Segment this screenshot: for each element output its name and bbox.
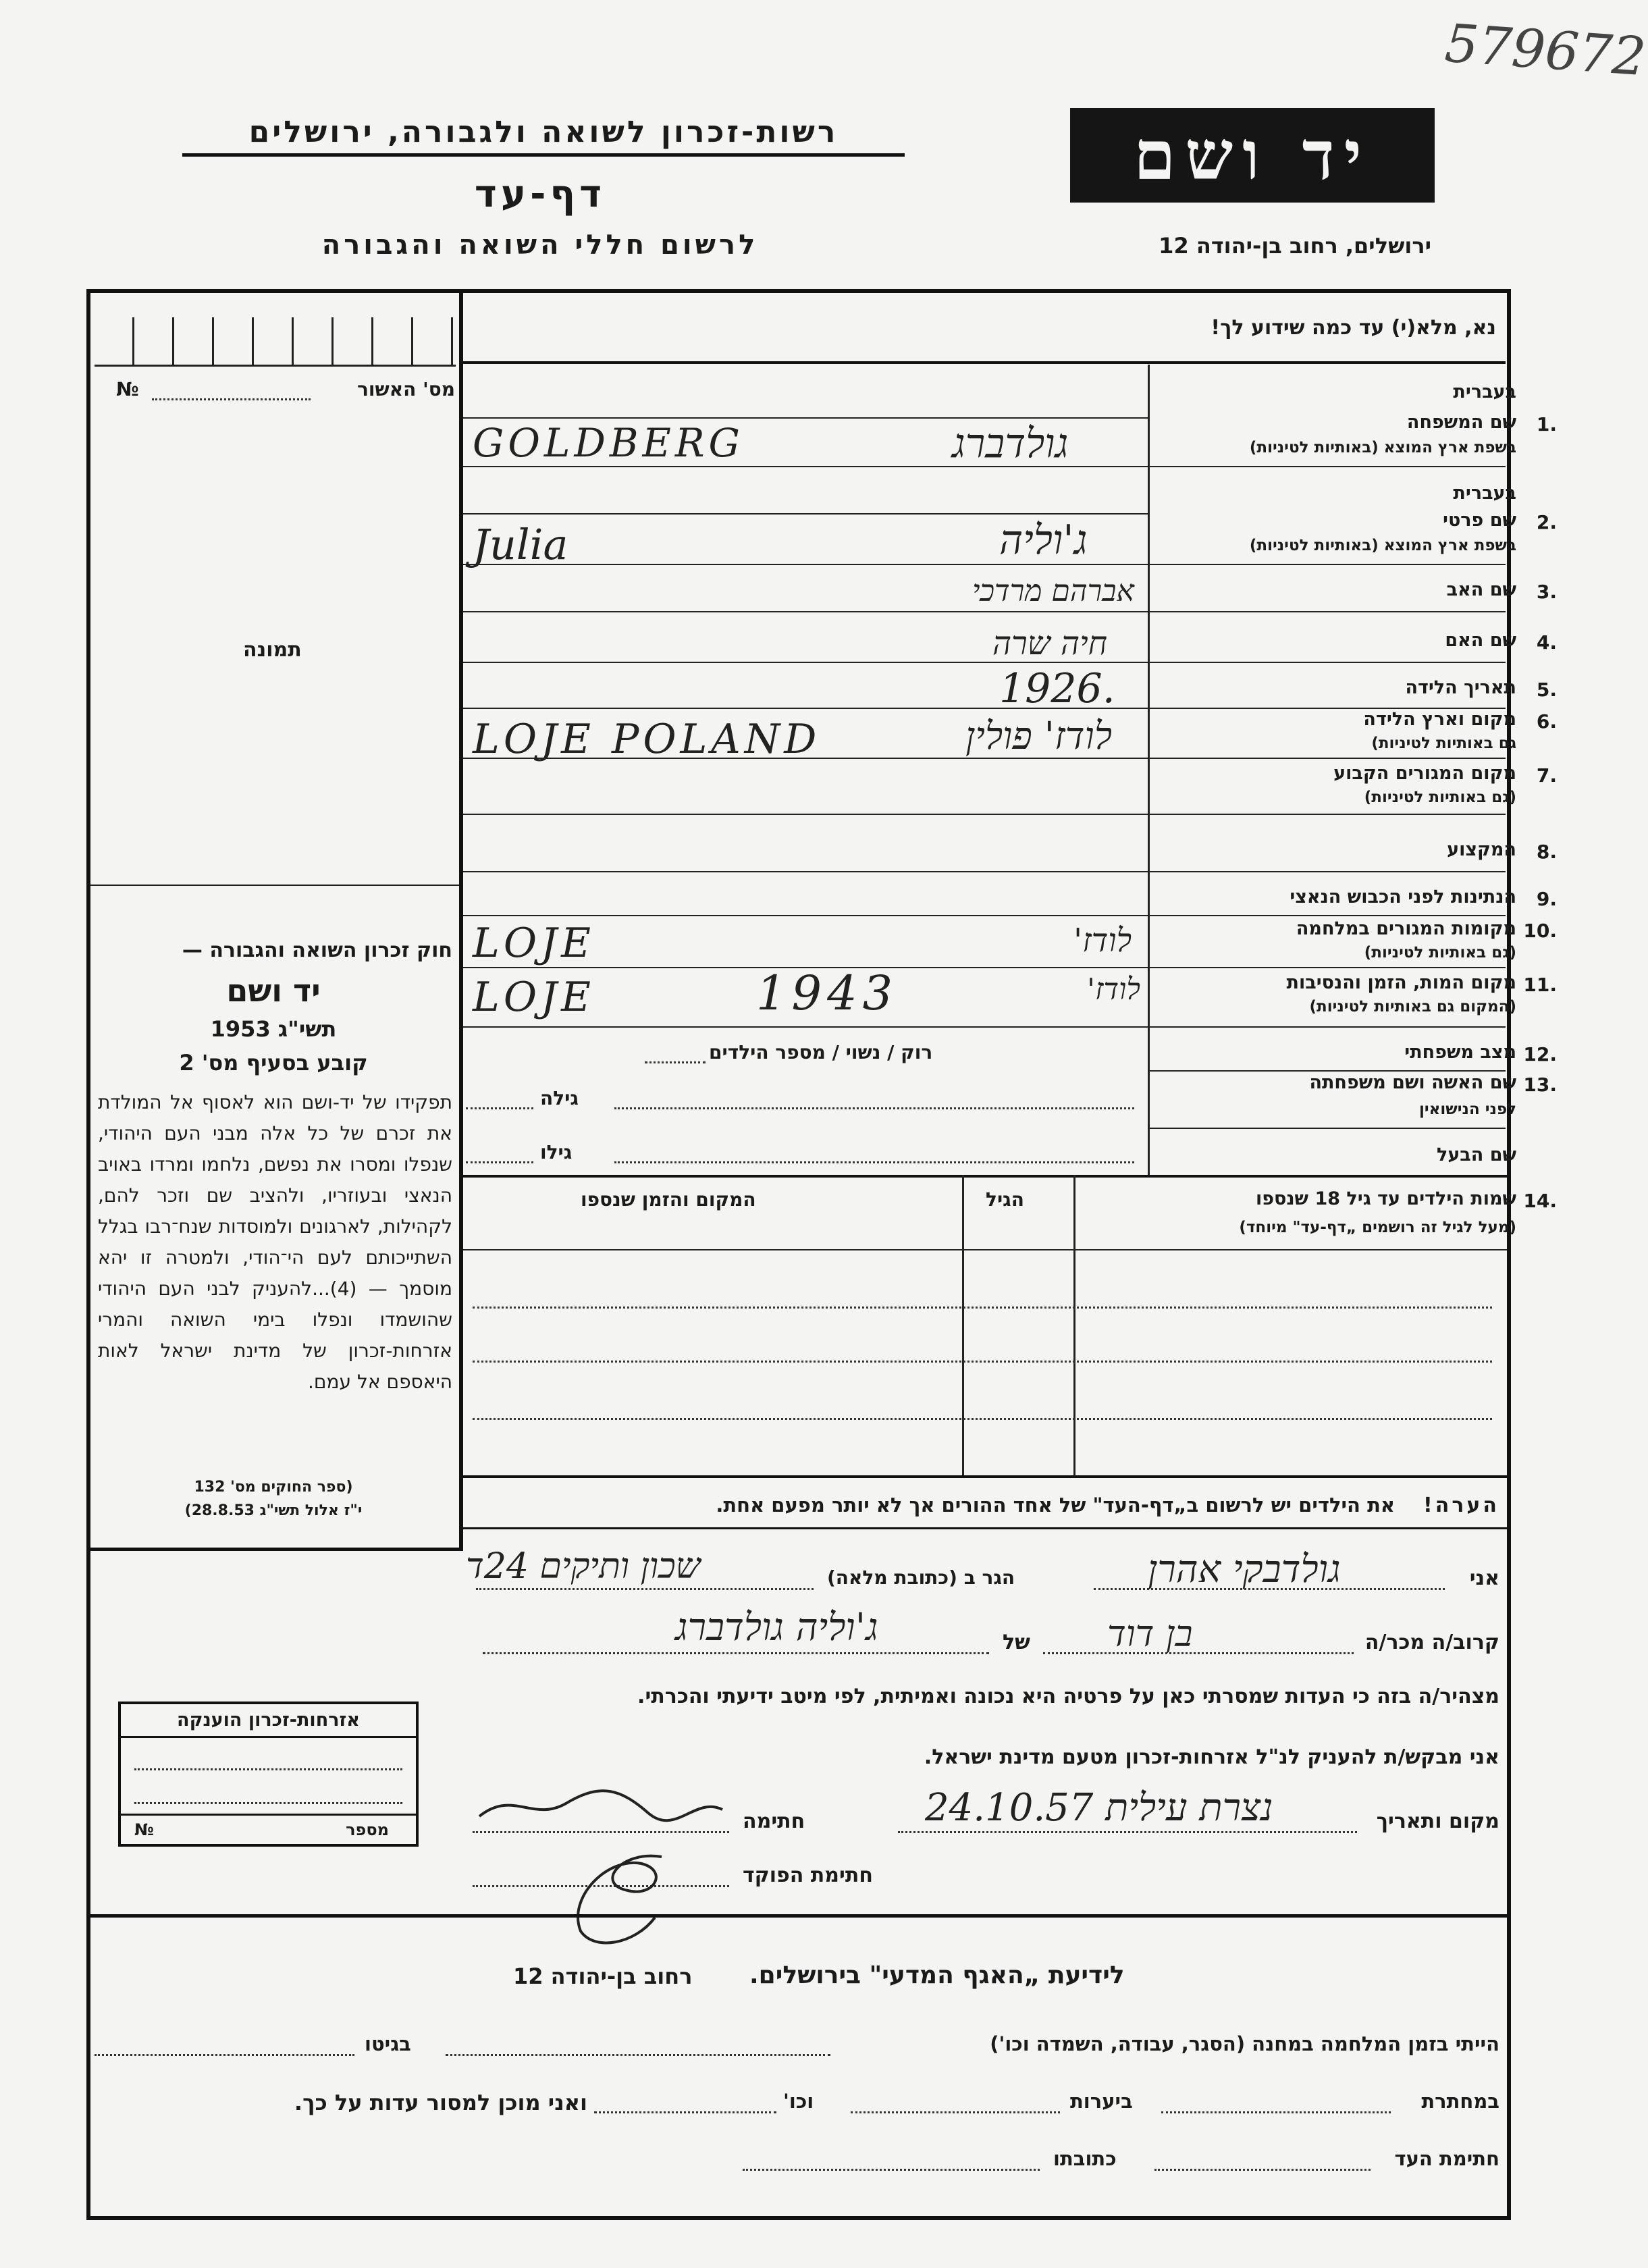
law-name: יד ושם	[226, 972, 321, 1009]
law-clause: קובע בסעיף מס' 2	[179, 1050, 368, 1076]
yad-vashem-logo	[1070, 108, 1435, 203]
serial-number: 579672	[1443, 13, 1648, 88]
instruction-underline	[459, 361, 1506, 364]
f11-num: 11.	[1523, 974, 1557, 996]
f2-num: 2.	[1536, 511, 1557, 533]
relative-value: בן דוד	[1107, 1612, 1193, 1655]
approval-num-sign: №	[116, 378, 139, 400]
law-text: תפקידו של יד-ושם הוא לאסוף אל המולדת את זכרם של כל אלה מבני העם היהודי, שנפלו ומסרו את נפשם, נלחמו ומרדו באויב הנאצי ובעוזריו, ולהציב שם וזכר להם, לקהילות, לארגונים ולמוסדות שנח־רבו בגלל השתייכותם לעם הי־הודי, ולמטרה זו יהא מוסמך — (4)...להעניק לבני העם היהודי שהושמדו ונפלו בימי השואה והמרי אזרחות-זכרון של מדינת ישראל לאות היאספם אל עמם.	[98, 1091, 452, 1393]
f12-label: מצב משפחתי	[1404, 1042, 1516, 1063]
f1-sub: בשפת ארץ המוצא (באותיות לטיניות)	[1249, 439, 1516, 456]
f2-sub: בשפת ארץ המוצא (באותיות לטיניות)	[1249, 537, 1516, 554]
f6-value-latin: LOJE POLAND	[473, 716, 821, 763]
f1-value-he: גולדברג	[952, 420, 1069, 467]
address: ירושלים, רחוב בן-יהודה 12	[1159, 233, 1431, 259]
f8-num: 8.	[1536, 841, 1557, 863]
husband-age-label: גילו	[540, 1141, 573, 1163]
citizenship-box	[118, 1702, 419, 1847]
f1-value-latin: GOLDBERG	[473, 420, 744, 466]
witness-signature-scribble	[473, 1783, 729, 1830]
f1-label: שם המשפחה	[1406, 412, 1516, 433]
law-source: (ספר החוקים מס' 132	[194, 1479, 353, 1496]
f10-num: 10.	[1523, 920, 1557, 942]
notice-title: לידיעת „האגף המדעי" בירושלים.	[749, 1961, 1125, 1989]
f2-label: שם פרטי	[1443, 510, 1516, 531]
footer-line3-b: כתובתו	[1053, 2147, 1117, 2170]
f11-value-he: לודז'	[1087, 972, 1140, 1007]
f10-label: מקומות המגורים במלחמה	[1296, 918, 1516, 939]
label-column-divider	[1148, 365, 1150, 1175]
f12-options: רוק / נשוי / מספר הילדים	[709, 1041, 933, 1063]
org-line: רשות-זכרון לשואה ולגבורה, ירושלים	[182, 115, 905, 157]
citizenship-box-num-sign: №	[134, 1820, 154, 1839]
sidebar-divider	[459, 293, 463, 1549]
approval-dots	[152, 398, 311, 400]
of-label: של	[1003, 1631, 1030, 1654]
f14-sub: (מעל לגיל זה רושמים „דף-עד" מיוחד)	[1239, 1219, 1516, 1236]
photo-bottom-line	[90, 885, 459, 886]
f14-num: 14.	[1523, 1190, 1557, 1212]
i-label: אני	[1469, 1566, 1499, 1590]
note-label: הערה!	[1423, 1494, 1499, 1517]
husband-label: שם הבעל	[1436, 1144, 1516, 1165]
of-value: ג'וליה גולדברג	[675, 1606, 878, 1650]
f6-num: 6.	[1536, 710, 1557, 733]
f14-col-age: הגיל	[986, 1188, 1024, 1211]
request-text: אני מבקש/ת להעניק לנ"ל אזרחות-זכרון מטעם מדינת ישראל.	[924, 1745, 1499, 1769]
f1-num: 1.	[1536, 413, 1557, 436]
f5-value: 1926.	[999, 665, 1115, 712]
f11-label: מקום המות, הזמן והנסיבות	[1286, 972, 1516, 993]
f11-sub: (המקום גם באותיות לטיניות)	[1309, 998, 1516, 1016]
hebrew-label-1: בעברית	[1453, 381, 1516, 402]
f3-num: 3.	[1536, 581, 1557, 603]
f11-value-year: 1943	[756, 966, 899, 1021]
f4-label: שם האם	[1445, 630, 1516, 651]
law-year: תשי"ג 1953	[210, 1016, 337, 1042]
f4-num: 4.	[1536, 631, 1557, 654]
form-subtitle: לרשום חללי השואה והגבורה	[321, 230, 759, 261]
sidebar-bottom	[90, 1548, 463, 1551]
signature-label: חתימה	[743, 1810, 805, 1833]
f4-value: חיה שרה	[992, 625, 1108, 662]
instruction: נא, מלא(י) עד כמה שידוע לך!	[1211, 316, 1496, 340]
f3-value: אברהם מרדכי	[972, 574, 1134, 608]
f7-label: מקום המגורים הקבוע	[1333, 763, 1516, 784]
f12-num: 12.	[1523, 1043, 1557, 1065]
form-title: דף-עד	[474, 172, 606, 216]
law-date: י"ז אלול תשי"ג 28.8.53)	[184, 1502, 363, 1519]
f6-label: מקום וארץ הלידה	[1363, 709, 1516, 730]
officer-signature-scribble	[540, 1843, 716, 1958]
resides-value: שכון ותיקים 24ד	[466, 1546, 701, 1587]
photo-label: תמונה	[243, 638, 302, 662]
citizenship-box-number: מספר	[346, 1820, 389, 1839]
f13-sub: לפני הנישואין	[1419, 1101, 1516, 1118]
f11-value-latin: LOJE	[473, 974, 595, 1021]
footer-line3-a: חתימת העד	[1394, 2147, 1499, 2170]
place-date-value: נצרת עילית 24.10.57	[925, 1786, 1273, 1830]
f13-num: 13.	[1523, 1074, 1557, 1096]
f3-label: שם האב	[1446, 579, 1516, 600]
place-date-label: מקום ותאריך	[1376, 1810, 1499, 1833]
f7-sub: (גם באותיות לטיניות)	[1364, 789, 1516, 806]
f13-age-label: גילה	[540, 1087, 579, 1109]
f13-label: שם האשה ושם משפחתה	[1309, 1072, 1516, 1093]
f9-num: 9.	[1536, 888, 1557, 910]
notice-address: רחוב בן-יהודה 12	[513, 1963, 693, 1989]
f8-label: המקצוע	[1447, 839, 1516, 860]
i-value: גולדבקי אהרן	[1148, 1548, 1341, 1591]
f5-label: תאריך הלידה	[1405, 677, 1516, 698]
f10-value-latin: LOJE	[473, 920, 595, 967]
logo-text: יד ושם	[1134, 115, 1371, 195]
f6-sub: גם באותיות לטיניות)	[1371, 735, 1516, 752]
footer-line2-b: ביערות	[1070, 2090, 1133, 2113]
approval-grid	[95, 317, 456, 367]
resides-label: הגר ב (כתובת מלאה)	[827, 1566, 1015, 1589]
f14-label: שמות הילדים עד גיל 18 שנספו	[1255, 1188, 1516, 1209]
f9-label: הנתינות לפני הכבוש הנאצי	[1290, 887, 1516, 907]
witness-signature	[473, 1783, 729, 1830]
f14-col-place: המקום והזמן שנספו	[581, 1188, 756, 1211]
footer-line2-end: ואני מוכן למסור עדות על כך.	[294, 2090, 587, 2115]
f10-value-he: לודז'	[1073, 922, 1132, 959]
f10-sub: (גם באותיות לטיניות)	[1364, 944, 1516, 961]
hebrew-label-2: בעברית	[1453, 483, 1516, 504]
footer-line2-c: וכו'	[783, 2090, 814, 2113]
relative-label: קרוב/ה מכר/ה	[1364, 1631, 1499, 1654]
law-title: חוק זכרון השואה והגבורה —	[182, 939, 452, 962]
f7-num: 7.	[1536, 764, 1557, 787]
declare-text: מצהיר/ה בזה כי העדות שמסרתי כאן על פרטיה היא נכונה ואמיתית, לפי מיטב ידיעתי והכרתי.	[637, 1685, 1499, 1708]
f2-value-latin: Julia	[473, 520, 568, 569]
approval-label: מס' האשור	[357, 378, 455, 400]
footer-line1-end: בגיטו	[365, 2032, 411, 2055]
f2-value-he: ג'וליה	[999, 517, 1088, 564]
footer-line2-a: במחתרת	[1421, 2090, 1499, 2113]
footer-line1-text: הייתי בזמן המלחמה במחנה (הסגר, עבודה, השמדה וכו')	[990, 2032, 1499, 2055]
f5-num: 5.	[1536, 679, 1557, 701]
f6-value-he: לודז' פולין	[965, 714, 1113, 758]
citizenship-box-title: אזרחות-זכרון הוענקה	[121, 1704, 416, 1738]
officer-signature-label: חתימת הפוקד	[743, 1864, 873, 1887]
note-text: את הילדים יש לרשום ב„דף-העד" של אחד ההורים אך לא יותר מפעם אחת.	[716, 1494, 1395, 1517]
officer-signature	[540, 1843, 716, 1961]
